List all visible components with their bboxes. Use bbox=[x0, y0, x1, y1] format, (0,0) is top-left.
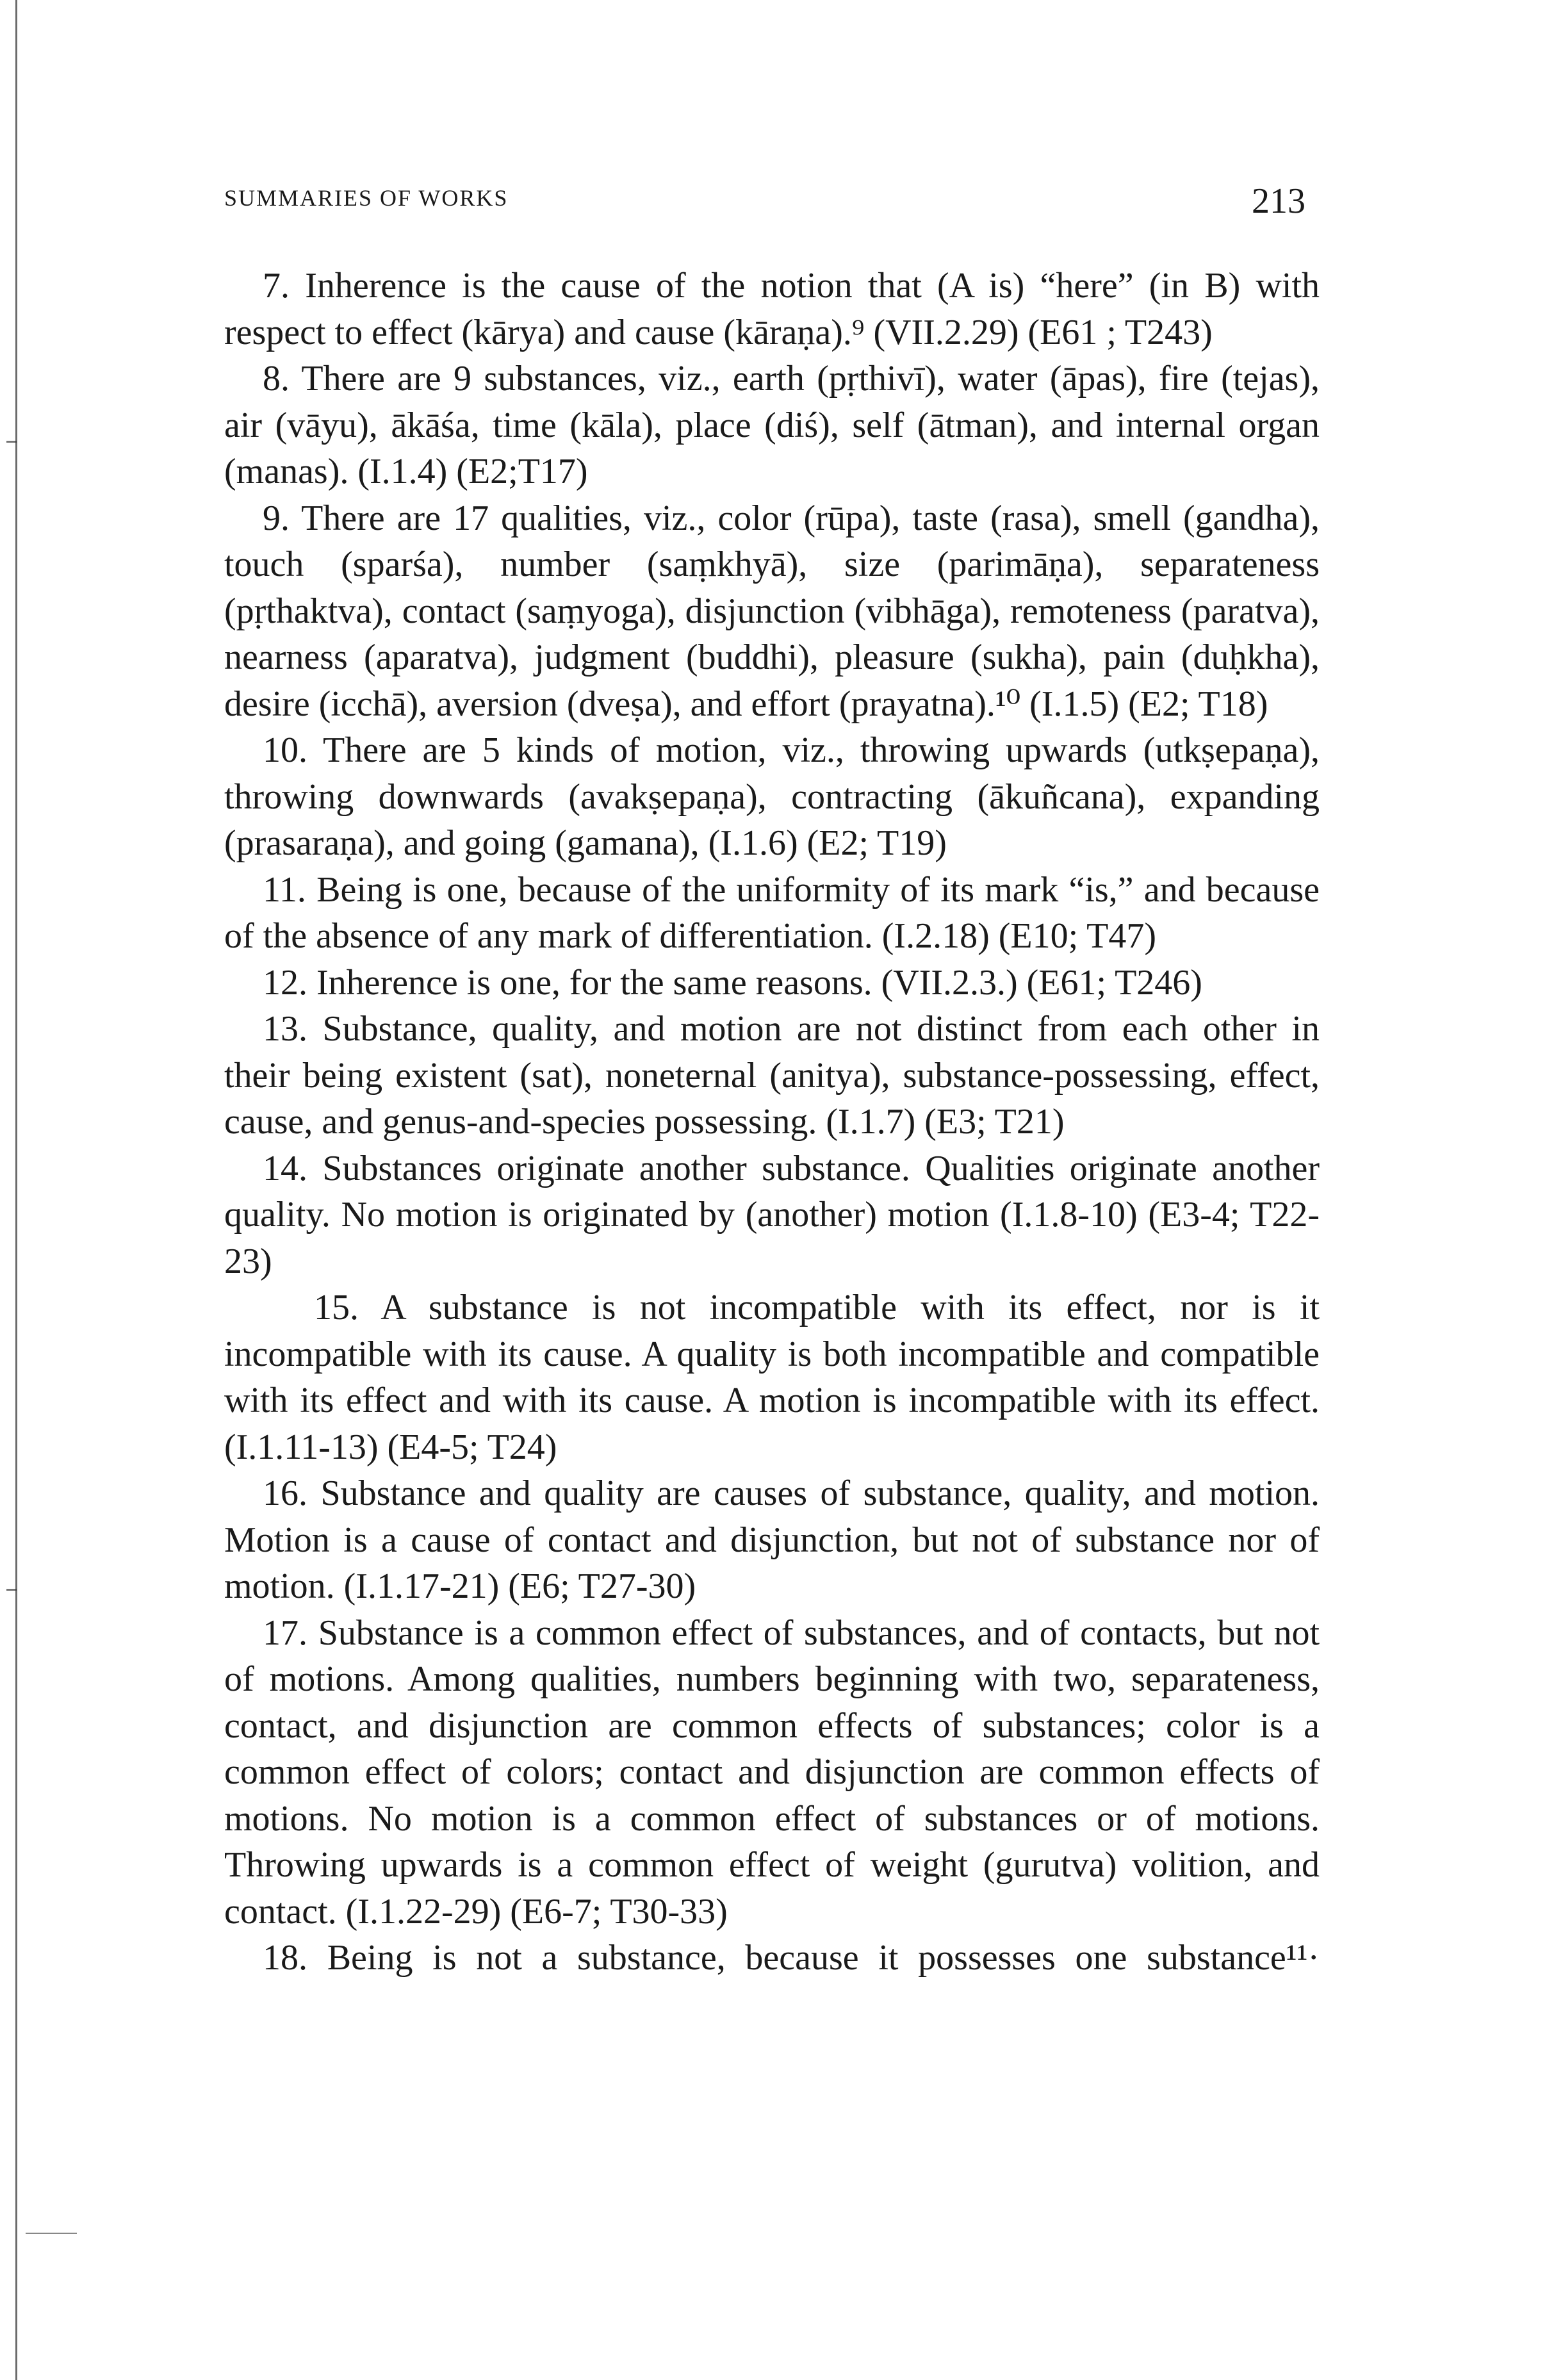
paragraph-text: A substance is not incompatible with its effect, nor is it incompatible with its cause. A quality is both incompatible and compatible with its effect and with its cause. A motion is incompatible with its effect. (I.1.11-13) (E4-5; T24) bbox=[224, 1288, 1320, 1467]
paragraph-text: Substance, quality, and motion are not distinct from each other in their being existent (sat), noneternal (anitya), substance-possessing, effect, cause, and genus-and-species possessing. (I.1.7) (E3; T21) bbox=[224, 1009, 1320, 1142]
paragraph-17 bbox=[224, 1610, 1320, 1935]
paragraph-text: There are 5 kinds of motion, viz., throwing upwards (utkṣepaṇa), throwing downwards (avakṣepaṇa), contracting (ākuñcana), expanding (prasaraṇa), and going (gamana), (I.1.6) (E2; T19) bbox=[224, 730, 1320, 863]
paragraph-number: 16. bbox=[263, 1473, 307, 1513]
paragraph-16 bbox=[224, 1470, 1320, 1610]
paragraph-12 bbox=[224, 960, 1320, 1006]
paragraph-text: There are 9 substances, viz., earth (pṛthivī), water (āpas), fire (tejas), air (vāyu), ākāśa, time (kāla), place (diś), self (ātman), and internal organ (manas). (I.1.4) (E2;T17) bbox=[224, 359, 1320, 491]
page-edge-mark bbox=[6, 441, 17, 443]
paragraph-number: 17. bbox=[263, 1613, 307, 1653]
page-edge-line bbox=[15, 0, 17, 2380]
running-title: SUMMARIES OF WORKS bbox=[224, 185, 509, 211]
paragraph-number: 7. bbox=[263, 266, 290, 306]
paragraph-text: Substance is a common effect of substances, and of contacts, but not of motions. Among qualities, numbers beginning with two, separateness, contact, and disjunction are common effects of substances; color is a common effect of colors; contact and disjunction are common effects of motions. No motion is a common effect of substances or of motions. Throwing upwards is a common effect of weight (gurutva) volition, and contact. (I.1.22-29) (E6-7; T30-33) bbox=[224, 1613, 1320, 1932]
paragraph-15 bbox=[224, 1284, 1320, 1470]
paragraph-number: 9. bbox=[263, 498, 290, 538]
paragraph-text: Being is not a substance, because it possesses one substance¹¹· bbox=[327, 1938, 1320, 1978]
paragraph-text: Inherence is the cause of the notion that (A is) “here” (in B) with respect to effect (kārya) and cause (kāraṇa).⁹ (VII.2.29) (E61 ; T243) bbox=[224, 266, 1320, 352]
paragraph-7 bbox=[224, 263, 1320, 356]
paragraph-11 bbox=[224, 867, 1320, 960]
paragraph-text: Substance and quality are causes of substance, quality, and motion. Motion is a cause of contact and disjunction, but not of substance nor of motion. (I.1.17-21) (E6; T27-30) bbox=[224, 1473, 1320, 1606]
paragraph-text: There are 17 qualities, viz., color (rūpa), taste (rasa), smell (gandha), touch (sparśa), number (saṃkhyā), size (parimāṇa), separateness (pṛthaktva), contact (saṃyoga), disjunction (vibhāga), remoteness (paratva), nearness (aparatva), judgment (buddhi), pleasure (sukha), pain (duḥkha), desire (icchā), aversion (dveṣa), and effort (prayatna).¹⁰ (I.1.5) (E2; T18) bbox=[224, 498, 1320, 724]
paragraph-number: 14. bbox=[263, 1148, 307, 1188]
paragraph-18 bbox=[224, 1935, 1320, 1982]
paragraph-number: 11. bbox=[263, 869, 306, 910]
paragraph-number: 8. bbox=[263, 359, 290, 398]
paragraph-14 bbox=[224, 1145, 1320, 1285]
paragraph-text: Substances originate another substance. Qualities originate another quality. No motion is originated by (another) motion (I.1.8-10) (E3-4; T22-23) bbox=[224, 1148, 1320, 1281]
paragraph-number: 10. bbox=[263, 730, 307, 770]
running-head bbox=[0, 181, 1563, 223]
paragraph-9 bbox=[224, 495, 1320, 728]
paragraph-text: Inherence is one, for the same reasons. (VII.2.3.) (E61; T246) bbox=[316, 962, 1202, 1003]
paragraph-text: Being is one, because of the uniformity of its mark “is,” and because of the absence of any mark of differentiation. (I.2.18) (E10; T47) bbox=[224, 869, 1320, 956]
paragraph-number: 13. bbox=[263, 1009, 307, 1049]
paragraph-8 bbox=[224, 356, 1320, 495]
paragraph-number: 18. bbox=[263, 1938, 307, 1978]
page-edge-mark bbox=[6, 1589, 17, 1591]
paragraph-10 bbox=[224, 727, 1320, 867]
paragraph-number: 12. bbox=[263, 962, 307, 1003]
page-edge-rule bbox=[26, 2233, 77, 2234]
paragraph-13 bbox=[224, 1006, 1320, 1145]
text-column bbox=[224, 263, 1320, 1982]
page-number: 213 bbox=[1252, 181, 1305, 221]
paragraph-number: 15. bbox=[314, 1288, 359, 1327]
